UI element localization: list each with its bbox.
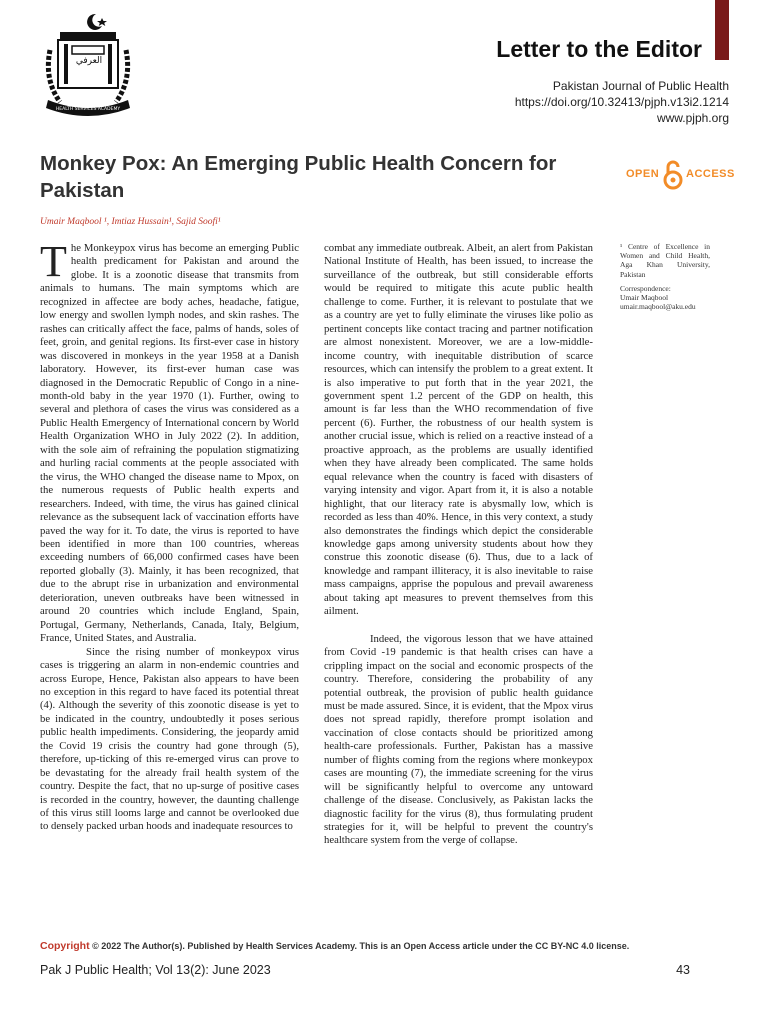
correspondence-label: Correspondence: xyxy=(620,283,671,293)
article-title: Monkey Pox: An Emerging Public Health Concern for Pakistan xyxy=(40,152,557,202)
seal-arabic-text: العرفي xyxy=(75,56,103,66)
open-access-right: ACCESS xyxy=(686,168,735,180)
open-access-left: OPEN xyxy=(626,168,660,180)
doi-link[interactable]: https://doi.org/10.32413/pjph.v13i2.1214 xyxy=(514,95,729,109)
journal-name: Pakistan Journal of Public Health xyxy=(552,79,729,93)
sidebar-notes xyxy=(620,242,710,311)
paragraph: Indeed, the vigorous lesson that we have attained from Covid -19 pandemic is that health crises can have a crippling impact on the social and economic prospects of the country. Therefore, considering the probability of any potential outbreak, the provision of public health guidance must be made assured. Since, it is evident, that the Mpox virus does not spread rapidly, therefore prompt isolation and vaccination of close contacts should be prioritized among health-care professionals. Further, Pakistan has a massive number of flights coming from the regions where monkeypox cases are mounting (7), the immediate screening for the virus will be significantly helpful to overcome any untoward challenge of the disease. Conclusively, as Pakistan lacks the diagnostic facility for the virus (8), thus formulating prudent strategies for it, will be helpful to prevent the country's healthcare system from the verge of collapse. xyxy=(324,632,593,847)
footer-citation: Pak J Public Health; Vol 13(2): June 2023 xyxy=(40,963,271,977)
body-column-1 xyxy=(40,237,299,834)
accent-bar xyxy=(715,0,729,60)
paragraph: combat any immediate outbreak. Albeit, an alert from Pakistan National Institute of Health, has been issued, to increase the surveillance of the outbreak, but still considerable efforts would be required to mitigate this acute public health challenge to come. Further, it is relevant to postulate that we as a country are yet to fully eliminate the viruses like polio as pertinent concepts like contact tracing and partner notification are almost nonexistent. Moreover, we are a low-middle-income country, with inequitable distribution of scarce resources, which can intensify the problem to a great extent. It is also imperative to put forth that in the year 2021, the government spent 1.2 percent of the GDP on health, this amount is far less than the WHO recommendation of five percent (6). Further, the robustness of our health system is another crucial issue, which is relied on a reactive instead of a proactive approach, as the problems are usually identified when they have already been complicated. The same holds equal relevance when the country is faced with disasters of varying intensity and vigor. Apart from it, it is also a notable highlight, that our literacy rate is abysmally low, which is recorded as less than 40%. Hence, in this very context, a study also demonstrates the findings which depict the considerable knowledge gaps among university students about how they construe this zoonotic disease (6). Thus, due to a lack of knowledge and rampant illiteracy, it is also inevitable to raise mass campaigns, apprise the populous and prevail awareness about taking apt measures to prevent themselves from this ailment. xyxy=(324,242,593,618)
paragraph: Since the rising number of monkeypox virus cases is triggering an alarm in non-endemic countries and across Europe, Hence, Pakistan also appears to have been no exception in this regard to have faced its potential threat (4). Although the severity of this zoonotic disease is yet to be indicated in the country, undoubtedly it poses serious public health impediments. Considering, the jeopardy amid the Covid 19 crisis the country had gone through (5), therefore, up-ticking of this re-emerged virus can prove to be devastating for the already frail health system of the country. Despite the fact, that no up-surge of positive cases is recorded in the country, however, the daunting challenge of this virus still looms large and cannot be overlooked due to densely packed urban hoods and inadequate resources to xyxy=(40,645,299,833)
seal-ring-text: HEALTH SERVICES ACADEMY xyxy=(55,107,121,112)
health-services-academy-seal-icon xyxy=(38,10,138,122)
paragraph xyxy=(40,237,299,646)
correspondence-name: Umair Maqbool xyxy=(620,293,669,303)
page-number: 43 xyxy=(676,963,690,977)
article-type-heading: Letter to the Editor xyxy=(496,36,702,62)
copyright-text: © 2022 The Author(s). Published by Health Services Academy. This is an Open Access article under the CC BY-NC 4.0 license. xyxy=(92,941,630,951)
affiliation: ¹ Centre of Excellence in Women and Child Health, Aga Khan University, Pakistan xyxy=(620,242,710,279)
author-list: Umair Maqbool ¹, Imtiaz Hussain¹, Sajid Soofi¹ xyxy=(40,217,221,227)
paragraph-text: he Monkeypox virus has become an emerging Public health predicament for Pakistan and around the globe. It is a zoonotic disease that transmits from animals to humans. The main symptoms which are recognized in affectee are body aches, headache, fatigue, low energy and swollen lymph nodes, and skin rashes. The rashes can critically affect the face, palms of hands, soles of feet, groin, and genital regions. Its first-ever case in history was discovered in monkeys in the year 1958 at a Danish laboratory. However, its first-ever human case was diagnosed in the Democratic Republic of Congo in a nine-month-old baby in the year 1970 (1). Further, owing to several and plethora of cases the virus was considered as a Public Health Emergency of International concern by World Health Organization WHO in July 2022 (2). In addition, with the sole aim of refraining the population stigmatizing and hurling racial comments at the people associated with the virus, the WHO changed the disease name to Mpox, on the numerous requests of Public health experts and researchers. Indeed, with time, the virus has gained clinical relevance as the subsequent lack of vaccination efforts have paved the way for it. To date, the virus is reported to have been identified in more than 100 countries, whereas exceeding numbers of 66,000 confirmed cases have been reported globally (3). Mainly, it has been recognized, that due to the abrupt rise in urbanization and environmental deterioration, uneven outbreaks have been witnessed in around 20 countries which include England, Spain, Portugal, Germany, Netherlands, Canada, Italy, Belgium, France, United States, and Australia. xyxy=(40,242,299,645)
open-lock-icon xyxy=(662,160,684,190)
correspondence-email[interactable]: umair.maqbool@aku.edu xyxy=(620,302,696,312)
body-column-2 xyxy=(324,242,593,848)
journal-logo xyxy=(38,10,138,122)
open-access-badge xyxy=(626,160,734,190)
website-link[interactable]: www.pjph.org xyxy=(656,111,729,125)
drop-cap: T xyxy=(40,237,67,286)
copyright-line xyxy=(40,940,740,952)
copyright-word: Copyright xyxy=(40,940,90,952)
